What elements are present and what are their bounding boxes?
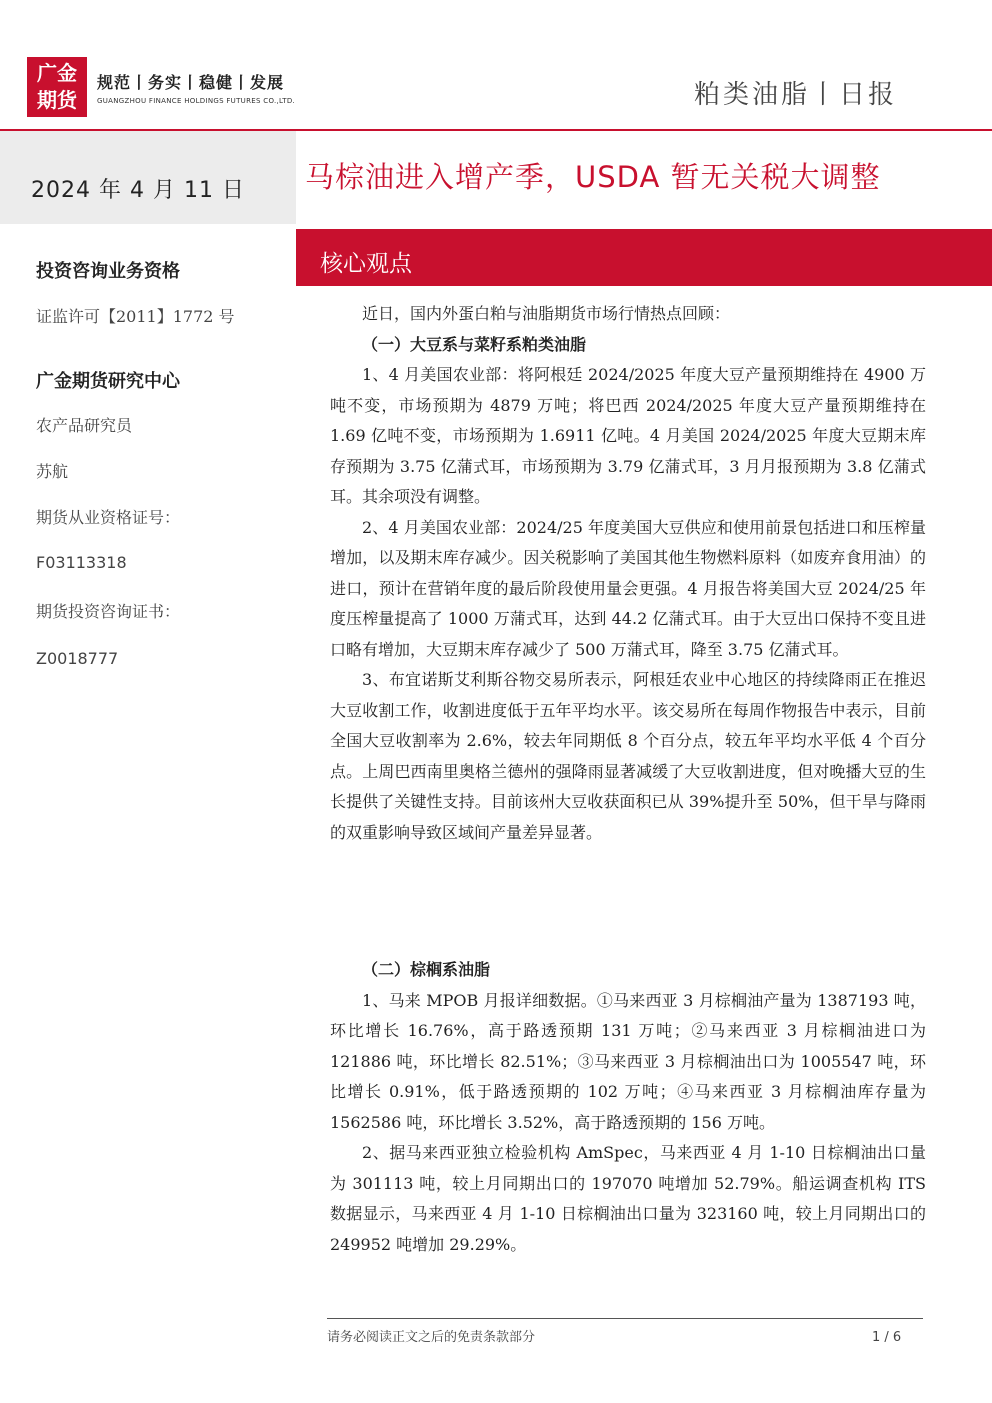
body-part-1	[330, 299, 926, 848]
report-type: 粕类油脂丨日报	[693, 80, 897, 110]
page-number: 1 / 6	[872, 1330, 902, 1345]
paragraph-mpob: 1、马来 MPOB 月报详细数据。①马来西亚 3 月棕榈油产量为 1387193 吨，环比增长 16.76%，高于路透预期 131 万吨；②马来西亚 3 月棕榈油进口为 121886 吨，环比增长 82.51%；③马来西亚 3 月棕榈油出口为 1005547 吨，环比增长 0.91%，低于路透预期的 102 万吨；④马来西亚 3 月棕榈油库存量为 1562586 吨，环比增长 3.52%，高于路透预期的 156 万吨。	[330, 990, 926, 1132]
body-part-2	[330, 955, 926, 1260]
paragraph-argentina-harvest: 3、布宜诺斯艾利斯谷物交易所表示，阿根廷农业中心地区的持续降雨正在推迟大豆收割工作，收割进度低于五年平均水平。该交易所在每周作物报告中表示，目前全国大豆收割率为 2.6%，较去年同期低 8 个百分点，较五年平均水平低 4 个百分点。上周巴西南里奥格兰德州的强降雨显著减缓了大豆收割进度，但对晚播大豆的生长提供了关键性支持。目前该州大豆收获面积已从 39%提升至 50%，但干旱与降雨的双重影响导致区域间产量差异显著。	[330, 670, 926, 842]
license-number: 证监许可【2011】1772 号	[36, 307, 235, 326]
logo-text-top: 广金	[37, 61, 77, 85]
footer-divider	[327, 1318, 923, 1319]
company-slogan: 规范丨务实丨稳健丨发展	[97, 73, 285, 92]
sidebar	[0, 131, 296, 1403]
report-title: 马棕油进入增产季，USDA 暂无关税大调整	[305, 160, 881, 194]
analyst-name: 苏航	[36, 462, 69, 481]
subsection-heading-palm: （二）棕榈系油脂	[362, 960, 491, 979]
intro-paragraph: 近日，国内外蛋白粕与油脂期货市场行情热点回顾：	[362, 304, 731, 323]
research-center: 广金期货研究中心	[36, 371, 180, 392]
section-title: 核心观点	[320, 251, 412, 277]
consult-cert-label: 期货投资咨询证书：	[36, 602, 181, 621]
subsection-heading-soy: （一）大豆系与菜籽系粕类油脂	[362, 334, 587, 354]
analyst-role: 农产品研究员	[36, 416, 133, 435]
futures-cert-number: F03113318	[36, 553, 127, 572]
paragraph-usda-production: 1、4 月美国农业部：将阿根廷 2024/2025 年度大豆产量预期维持在 4900 万吨不变，市场预期为 4879 万吨；将巴西 2024/2025 年度大豆产量预期维持在 1.69 亿吨不变，市场预期为 1.6911 亿吨。4 月美国 2024/2025 年度大豆期末库存预期为 3.75 亿蒲式耳，市场预期为 3.79 亿蒲式耳，3 月月报预期为 3.8 亿蒲式耳。其余项没有调整。	[330, 365, 926, 506]
report-date: 2024 年 4 月 11 日	[31, 178, 245, 203]
paragraph-usda-outlook: 2、4 月美国农业部：2024/25 年度美国大豆供应和使用前景包括进口和压榨量增加，以及期末库存减少。因关税影响了美国其他生物燃料原料（如废弃食用油）的进口，预计在营销年度的最后阶段使用量会更强。4 月报告将美国大豆 2024/25 年度压榨量提高了 1000 万蒲式耳，达到 44.2 亿蒲式耳。由于大豆出口保持不变且进口略有增加，大豆期末库存减少了 500 万蒲式耳，降至 3.75 亿蒲式耳。	[330, 517, 926, 659]
company-logo	[27, 57, 87, 117]
futures-cert-label: 期货从业资格证号：	[36, 508, 181, 527]
date-panel	[0, 131, 296, 224]
disclaimer-note: 请务必阅读正文之后的免责条款部分	[327, 1330, 536, 1345]
company-english-name: GUANGZHOU FINANCE HOLDINGS FUTURES CO.,LTD.	[97, 97, 296, 105]
qualification-heading: 投资咨询业务资格	[36, 261, 180, 282]
paragraph-exports: 2、据马来西亚独立检验机构 AmSpec，马来西亚 4 月 1-10 日棕榈油出口量为 301113 吨，较上月同期出口的 197070 吨增加 52.79%。船运调查机构 ITS 数据显示，马来西亚 4 月 1-10 日棕榈油出口量为 323160 吨，较上月同期出口的 249952 吨增加 29.29%。	[330, 1143, 926, 1254]
consult-cert-number: Z0018777	[36, 649, 119, 668]
logo-text-bottom: 期货	[37, 88, 77, 112]
